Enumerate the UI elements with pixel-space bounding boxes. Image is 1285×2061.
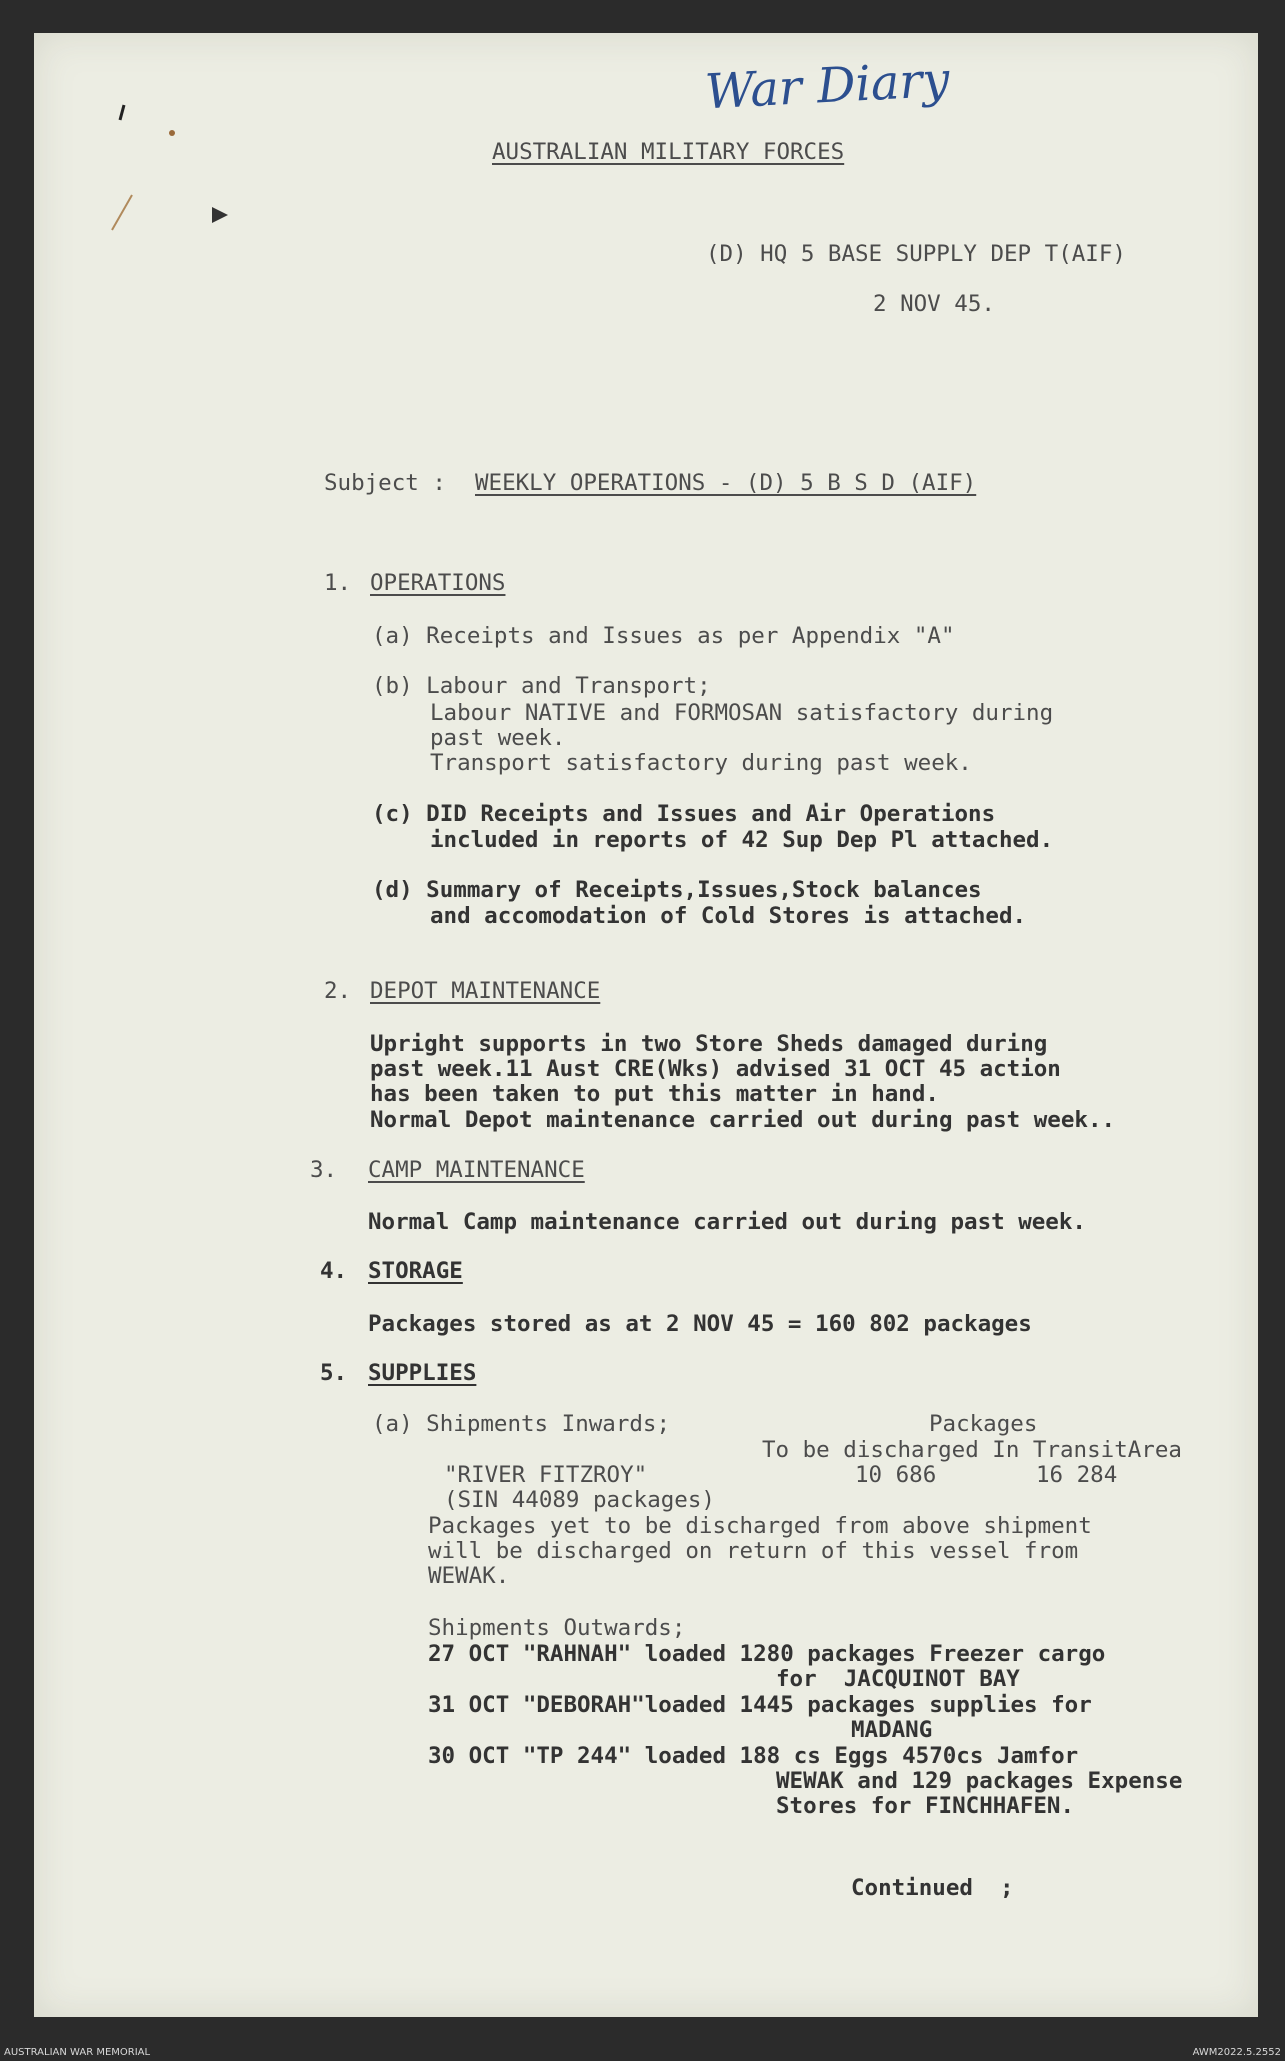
section-5-para-line1: Packages yet to be discharged from above shipment	[428, 1513, 1092, 1539]
section-3-line1: Normal Camp maintenance carried out during past week.	[368, 1209, 1086, 1235]
in-transit-area-value: 16 284	[1036, 1462, 1118, 1488]
rust-streak	[112, 195, 132, 230]
section-2-line2: past week.11 Aust CRE(Wks) advised 31 OCT 45 action	[370, 1056, 1061, 1082]
section-1d-line1: (d) Summary of Receipts,Issues,Stock balances	[372, 877, 982, 903]
section-5-heading: SUPPLIES	[368, 1360, 477, 1386]
section-1c-line2: included in reports of 42 Sup Dep Pl attached.	[430, 827, 1054, 853]
section-4-line1: Packages stored as at 2 NOV 45 = 160 802 packages	[368, 1311, 1032, 1337]
section-3-heading: CAMP MAINTENANCE	[368, 1157, 585, 1183]
section-3-number: 3.	[310, 1157, 338, 1183]
section-4-heading: STORAGE	[368, 1258, 463, 1284]
unit-designation: (D) HQ 5 BASE SUPPLY DEP T(AIF)	[706, 241, 1126, 267]
outward-1-line2: for JACQUINOT BAY	[776, 1666, 1020, 1692]
shipment-name: "RIVER FITZROY"	[444, 1462, 648, 1488]
subject-text: WEEKLY OPERATIONS - (D) 5 B S D (AIF)	[475, 470, 977, 496]
section-1d-line2: and accomodation of Cold Stores is attached.	[430, 903, 1027, 929]
document-page	[34, 33, 1258, 2017]
section-1b-line1: Labour NATIVE and FORMOSAN satisfactory during	[430, 700, 1054, 726]
section-1b-line2: past week.	[430, 725, 566, 751]
section-2-line3: has been taken to put this matter in hand.	[370, 1081, 939, 1107]
document-date: 2 NOV 45.	[873, 291, 995, 317]
document-title: AUSTRALIAN MILITARY FORCES	[492, 139, 845, 165]
continued-note: Continued ;	[851, 1875, 1014, 1901]
outward-1-line1: 27 OCT "RAHNAH" loaded 1280 packages Freezer cargo	[428, 1641, 1106, 1667]
footer-institution: AUSTRALIAN WAR MEMORIAL	[4, 2047, 151, 2058]
section-5-para-line3: WEWAK.	[428, 1563, 510, 1589]
section-2-line1: Upright supports in two Store Sheds damaged during	[370, 1031, 1048, 1057]
section-4-number: 4.	[320, 1258, 348, 1284]
section-5-para-line2: will be discharged on return of this vessel from	[428, 1538, 1079, 1564]
outward-2-line1: 31 OCT "DEBORAH"loaded 1445 packages supplies for	[428, 1692, 1092, 1718]
shipment-total: (SIN 44089 packages)	[444, 1487, 715, 1513]
section-2-heading: DEPOT MAINTENANCE	[370, 978, 601, 1004]
section-1-number: 1.	[324, 570, 352, 596]
section-2-number: 2.	[324, 978, 352, 1004]
packages-column-headers: To be discharged In TransitArea	[762, 1437, 1182, 1463]
shipments-outwards-label: Shipments Outwards;	[428, 1615, 686, 1641]
section-1b-line3: Transport satisfactory during past week.	[430, 750, 972, 776]
outward-3-line3: Stores for FINCHHAFEN.	[776, 1793, 1075, 1819]
subject-label: Subject :	[324, 470, 446, 496]
outward-2-line2: MADANG	[851, 1717, 933, 1743]
handwritten-annotation: War Diary	[703, 51, 951, 121]
section-1-heading: OPERATIONS	[370, 570, 506, 596]
section-1c-line1: (c) DID Receipts and Issues and Air Operations	[372, 801, 996, 827]
margin-marks	[100, 95, 240, 245]
section-1b-label: (b) Labour and Transport;	[372, 673, 711, 699]
section-5a-label: (a) Shipments Inwards;	[372, 1411, 671, 1437]
outward-3-line1: 30 OCT "TP 244" loaded 188 cs Eggs 4570cs Jamfor	[428, 1743, 1079, 1769]
section-2-line4: Normal Depot maintenance carried out during past week..	[370, 1107, 1116, 1133]
pencil-arrow	[212, 207, 228, 223]
section-1a: (a) Receipts and Issues as per Appendix "A"	[372, 623, 955, 649]
packages-column-title: Packages	[929, 1411, 1038, 1437]
section-5-number: 5.	[320, 1360, 348, 1386]
outward-3-line2: WEWAK and 129 packages Expense	[776, 1768, 1183, 1794]
rust-spot	[169, 130, 175, 136]
to-be-discharged-value: 10 686	[855, 1462, 937, 1488]
pencil-mark	[120, 105, 124, 120]
footer-reference: AWM2022.5.2552	[1192, 2047, 1281, 2058]
